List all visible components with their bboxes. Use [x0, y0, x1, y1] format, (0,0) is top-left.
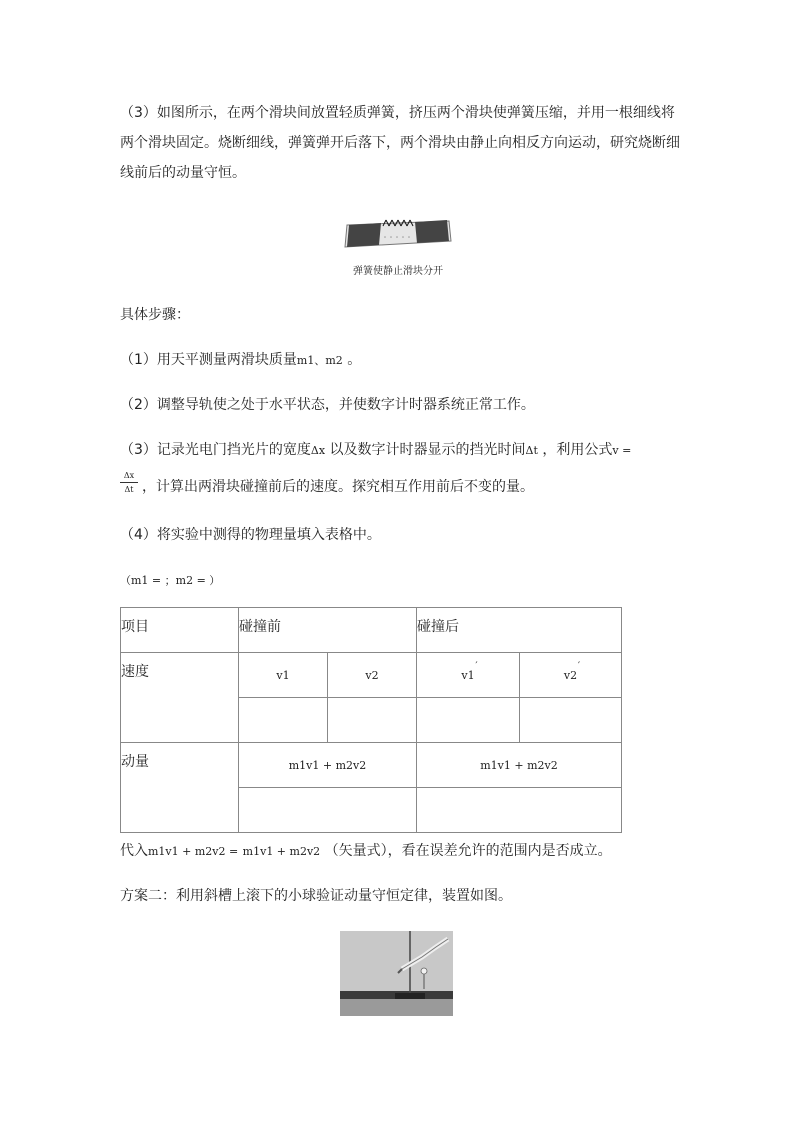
table-cell-empty — [239, 788, 417, 833]
step-4: （4）将实验中测得的物理量填入表格中。 — [120, 527, 381, 543]
table-cell-v2: v2 — [328, 653, 417, 698]
data-table — [120, 607, 622, 833]
delta-t: Δt — [525, 444, 538, 457]
step-1-text: （1）用天平测量两滑块质量 — [120, 352, 297, 368]
step-3-line-1 — [120, 435, 631, 466]
table-row-label-momentum: 动量 — [121, 743, 239, 833]
step-1-end: 。 — [347, 352, 362, 368]
figure-caption: 弹簧使静止滑块分开 — [353, 266, 443, 277]
intro-line-1: （3）如图所示，在两个滑块间放置轻质弹簧，挤压两个滑块使弹簧压缩，并用一根细线将 — [120, 105, 675, 121]
table-header-after: 碰撞后 — [417, 608, 622, 653]
mass-blanks: （m1 = ；m2 = ） — [120, 574, 221, 587]
conclusion-line — [120, 836, 612, 867]
delta-x: Δx — [310, 444, 326, 457]
table-header-item: 项目 — [121, 608, 239, 653]
fraction-denominator: Δt — [124, 485, 134, 494]
conclusion-prefix: 代入 — [120, 843, 148, 859]
fraction-bar — [120, 482, 138, 483]
step-2: （2）调整导轨使之处于水平状态，并使数字计时器系统正常工作。 — [120, 397, 535, 413]
step-3-text-b: 以及数字计时器显示的挡光时间 — [329, 442, 526, 458]
table-row-label-speed: 速度 — [121, 653, 239, 743]
step-3-text-a: （3）记录光电门挡光片的宽度 — [120, 442, 311, 458]
table-cell-empty — [328, 698, 417, 743]
formula-v: v = — [612, 444, 632, 457]
v1-prime-label: v1 ′ — [461, 669, 474, 682]
momentum-equation-right: m1v1 + m2v2 — [242, 845, 321, 858]
intro-line-3: 线前后的动量守恒。 — [120, 165, 246, 181]
chute-apparatus-figure — [340, 931, 453, 1016]
table-header-before: 碰撞前 — [239, 608, 417, 653]
table-cell-momentum-after: m1v1 + m2v2 — [417, 743, 622, 788]
step-1 — [120, 345, 361, 376]
table-cell-v2-prime — [520, 653, 622, 698]
table-cell-v1: v1 — [239, 653, 328, 698]
step-3-text-c: ，利用公式 — [542, 442, 613, 458]
air-track-figure — [343, 211, 453, 253]
fraction-numerator: Δx — [123, 471, 135, 480]
intro-line-2: 两个滑块固定。烧断细线，弹簧弹开后落下，两个滑块由静止向相反方向运动，研究烧断细 — [120, 135, 680, 151]
table-cell-v1-prime — [417, 653, 520, 698]
table-cell-empty — [239, 698, 328, 743]
v2-prime-label: v2 ′ — [564, 669, 577, 682]
table-cell-momentum-before: m1v1 + m2v2 — [239, 743, 417, 788]
table-cell-empty — [417, 788, 622, 833]
step-3-line-2: ，计算出两滑块碰撞前后的速度。探究相互作用前后不变的量。 — [142, 479, 534, 495]
momentum-equation-left: m1v1 + m2v2 = — [148, 845, 239, 858]
velocity-fraction — [120, 470, 138, 495]
conclusion-suffix: （矢量式），看在误差允许的范围内是否成立。 — [324, 843, 612, 859]
mass-variables: m1、m2 — [296, 354, 343, 367]
plan-2-text: 方案二：利用斜槽上滚下的小球验证动量守恒定律，装置如图。 — [120, 888, 512, 904]
table-cell-empty — [520, 698, 622, 743]
steps-heading: 具体步骤： — [120, 307, 190, 323]
table-cell-empty — [417, 698, 520, 743]
